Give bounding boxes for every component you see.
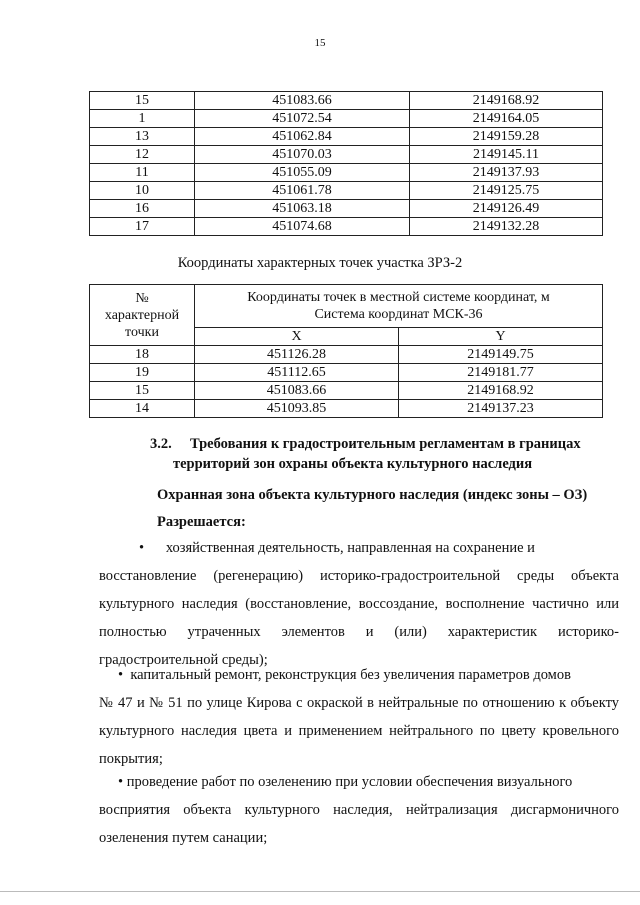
cell-y: 2149125.75 xyxy=(410,182,603,200)
header-num-line: № xyxy=(135,290,149,306)
cell-y: 2149168.92 xyxy=(410,92,603,110)
cell-x: 451083.66 xyxy=(195,382,399,400)
section-number: 3.2. xyxy=(150,436,172,452)
cell-x: 451126.28 xyxy=(195,346,399,364)
cell-y: 2149159.28 xyxy=(410,128,603,146)
table-row xyxy=(90,346,603,364)
table-header-row xyxy=(90,285,603,328)
table-row xyxy=(90,218,603,236)
bullet-paragraph xyxy=(99,661,619,773)
cell-point-number: 11 xyxy=(90,164,195,182)
bullet-text-continued: восприятия объекта культурного наследия, нейтрализация дисгармоничного озеленения путем санации; xyxy=(99,802,619,846)
header-coords-line: Координаты точек в местной системе координат, м xyxy=(247,290,550,305)
cell-x: 451062.84 xyxy=(195,128,410,146)
cell-x: 451070.03 xyxy=(195,146,410,164)
cell-point-number: 18 xyxy=(90,346,195,364)
bullet-first-line xyxy=(99,534,619,562)
coordinates-table-body xyxy=(90,346,603,418)
cell-x: 451083.66 xyxy=(195,92,410,110)
section-heading xyxy=(150,434,620,474)
cell-point-number: 10 xyxy=(90,182,195,200)
bullet-paragraph xyxy=(99,768,619,852)
cell-point-number: 14 xyxy=(90,400,195,418)
coordinates-table-body xyxy=(90,92,603,236)
header-x: X xyxy=(195,328,399,346)
allowed-heading: Разрешается: xyxy=(157,514,246,530)
section-title-line1: Требования к градостроительным регламентам в границах xyxy=(190,436,581,452)
cell-point-number: 15 xyxy=(90,382,195,400)
cell-y: 2149164.05 xyxy=(410,110,603,128)
cell-y: 2149168.92 xyxy=(399,382,603,400)
cell-point-number: 16 xyxy=(90,200,195,218)
cell-point-number: 19 xyxy=(90,364,195,382)
cell-x: 451112.65 xyxy=(195,364,399,382)
cell-y: 2149132.28 xyxy=(410,218,603,236)
page-bottom-rule xyxy=(0,891,640,892)
cell-y: 2149126.49 xyxy=(410,200,603,218)
header-point-number xyxy=(90,285,195,346)
cell-x: 451055.09 xyxy=(195,164,410,182)
table-row xyxy=(90,110,603,128)
cell-x: 451063.18 xyxy=(195,200,410,218)
zone-heading: Охранная зона объекта культурного наследия (индекс зоны – ОЗ) xyxy=(157,487,588,503)
bullet-paragraph xyxy=(99,534,619,674)
section-title-line2: территорий зон охраны объекта культурного наследия xyxy=(173,456,533,472)
table-row xyxy=(90,146,603,164)
table-row xyxy=(90,364,603,382)
cell-y: 2149181.77 xyxy=(399,364,603,382)
table-row xyxy=(90,400,603,418)
coordinates-table-zrz2 xyxy=(89,284,603,418)
cell-y: 2149137.93 xyxy=(410,164,603,182)
table-row xyxy=(90,128,603,146)
table-row xyxy=(90,92,603,110)
cell-point-number: 15 xyxy=(90,92,195,110)
bullet-text: капитальный ремонт, реконструкция без увеличения параметров домов xyxy=(130,667,571,683)
bullet-marker: • xyxy=(118,667,124,683)
cell-y: 2149149.75 xyxy=(399,346,603,364)
cell-y: 2149145.11 xyxy=(410,146,603,164)
bullet-marker: • xyxy=(118,774,124,790)
header-y: Y xyxy=(399,328,603,346)
table-row xyxy=(90,164,603,182)
cell-point-number: 13 xyxy=(90,128,195,146)
table-caption: Координаты характерных точек участка ЗРЗ-2 xyxy=(177,255,463,271)
table-row xyxy=(90,200,603,218)
coordinates-table-continued xyxy=(89,91,603,236)
table-row xyxy=(90,182,603,200)
cell-point-number: 12 xyxy=(90,146,195,164)
bullet-text: хозяйственная деятельность, направленная на сохранение и xyxy=(165,540,535,556)
cell-x: 451061.78 xyxy=(195,182,410,200)
bullet-text-continued: № 47 и № 51 по улице Кирова с окраской в нейтральные по отношению к объекту культурного наследия цвета и применением нейтрального по цвету кровельного покрытия; xyxy=(99,695,619,767)
cell-x: 451074.68 xyxy=(195,218,410,236)
header-coordinates xyxy=(195,285,603,328)
page-number: 15 xyxy=(314,37,326,49)
bullet-first-line xyxy=(99,661,619,689)
header-num-line: характерной xyxy=(104,307,180,323)
bullet-text-continued: восстановление (регенерацию) историко-градостроительной среды объекта культурного наследия (восстановление, воссоздание, восполнение частично или полностью утраченных элементов и (или) характеристик историко-градостроительной среды); xyxy=(99,568,619,668)
bullet-text: проведение работ по озеленению при условии обеспечения визуального xyxy=(126,774,573,790)
bullet-marker: • xyxy=(139,540,145,556)
cell-x: 451093.85 xyxy=(195,400,399,418)
table-row xyxy=(90,382,603,400)
cell-x: 451072.54 xyxy=(195,110,410,128)
header-num-line: точки xyxy=(125,324,159,340)
header-coords-line: Система координат МСК-36 xyxy=(314,307,483,322)
cell-y: 2149137.23 xyxy=(399,400,603,418)
bullet-first-line xyxy=(99,768,619,796)
cell-point-number: 17 xyxy=(90,218,195,236)
cell-point-number: 1 xyxy=(90,110,195,128)
